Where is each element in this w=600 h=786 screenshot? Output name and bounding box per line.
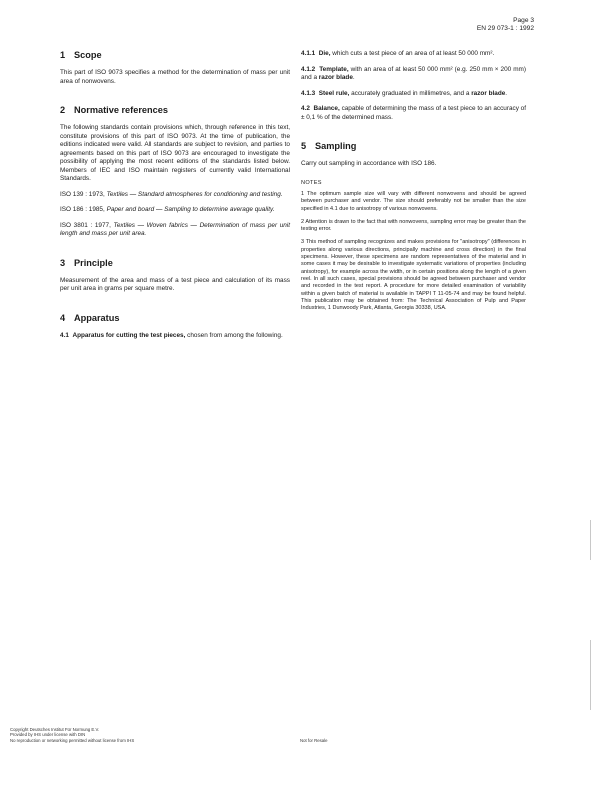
page-number: Page 3	[513, 17, 534, 24]
left-column	[60, 50, 290, 347]
not-for-resale: Not for Resale	[300, 738, 328, 743]
clause-4-1: 4.1 Apparatus for cutting the test pieces, chosen from among the following.	[60, 331, 283, 339]
note-2: 2 Attention is drawn to the fact that with nonwovens, sampling error may be greater than the testing error.	[301, 218, 526, 233]
scan-edge-mark	[590, 520, 591, 560]
clause-4-1-2: 4.1.2 Template, with an area of at least 50 000 mm² (e.g. 250 mm × 200 mm) and a razor blade.	[301, 65, 526, 81]
copyright-footer	[10, 727, 134, 743]
scope-text: This part of ISO 9073 specifies a method for the determination of mass per unit area of nonwovens.	[60, 69, 290, 85]
clause-4-2: 4.2 Balance, capable of determining the mass of a test piece to an accuracy of ± 0,1 % of the determined mass.	[301, 105, 527, 121]
page-header	[477, 17, 534, 33]
section-heading-scope: 1 Scope	[60, 50, 102, 60]
clause-4-1-3: 4.1.3 Steel rule, accurately graduated in millimetres, and a razor blade.	[301, 89, 508, 97]
section-heading-sampling: 5 Sampling	[301, 141, 357, 151]
section-heading-apparatus: 4 Apparatus	[60, 312, 120, 323]
standard-number: EN 29 073-1 : 1992	[476, 25, 534, 32]
section-heading-principle: 3 Principle	[60, 257, 113, 268]
right-column	[301, 50, 526, 318]
notes-heading: NOTES	[301, 179, 322, 186]
scan-edge-mark	[590, 640, 591, 710]
clause-4-1-1: 4.1.1 Die, which cuts a test piece of an area of at least 50 000 mm².	[301, 50, 495, 57]
reproduction-line: No reproduction or networking permitted without license from IHS	[10, 737, 135, 743]
reference-iso-139: ISO 139 : 1973, Textiles — Standard atmospheres for conditioning and testing.	[60, 190, 283, 198]
sampling-text: Carry out sampling in accordance with ISO 186.	[301, 160, 437, 167]
reference-iso-3801: ISO 3801 : 1977, Textiles — Woven fabrics — Determination of mass per unit length and mass per unit area.	[60, 221, 290, 237]
copyright-line: Copyright Deutsches Institut Für Normung E.V.	[10, 727, 100, 732]
reference-iso-186: ISO 186 : 1985, Paper and board — Sampling to determine average quality.	[60, 206, 275, 213]
normative-references-text: The following standards contain provisions which, through reference in this text, constitute provisions of this part of ISO 9073. At the time of publication, the editions indicated were valid. All standards are subject to revision, and parties to agreements based on this part of ISO 9073 are encouraged to investigate the possibility of applying the most recent editions of the standards listed below. Members of IEC and ISO maintain registers of currently valid International Standards.	[60, 124, 290, 182]
note-1: 1 The optimum sample size will vary with different nonwovens and should be agreed between purchaser and vendor. The size should preferably not be smaller than the size specified in 4.1 due to anisotropy of various nonwovens.	[301, 191, 526, 212]
license-line: Provided by IHS under license with DIN	[10, 732, 86, 738]
note-3: 3 This method of sampling recognizes and makes provisions for "anisotropy" (differences in properties along various directions, principally machine and cross direction) in the final specimens. However, these specimens are random representatives of the material and in some cases it may be desirable to investigate systematic variations of properties (including anisotropy), for example across the width, or in certain positions along the length of a given reel. In all such cases, special provisions should be agreed between purchaser and vendor and recorded in the test report. A procedure for more detailed examination of variability within a given batch of material is available in TAPPI T 11-05-74 and may be found helpful. This publication may be obtained from: The Technical Association of Pulp and Paper Industries, 1 Dunwoody Park, Atlanta, Georgia 30338, USA.	[301, 239, 526, 312]
section-heading-normative-references: 2 Normative references	[60, 105, 168, 115]
principle-text: Measurement of the area and mass of a test piece and calculation of its mass per unit area in grams per square metre.	[60, 276, 290, 292]
